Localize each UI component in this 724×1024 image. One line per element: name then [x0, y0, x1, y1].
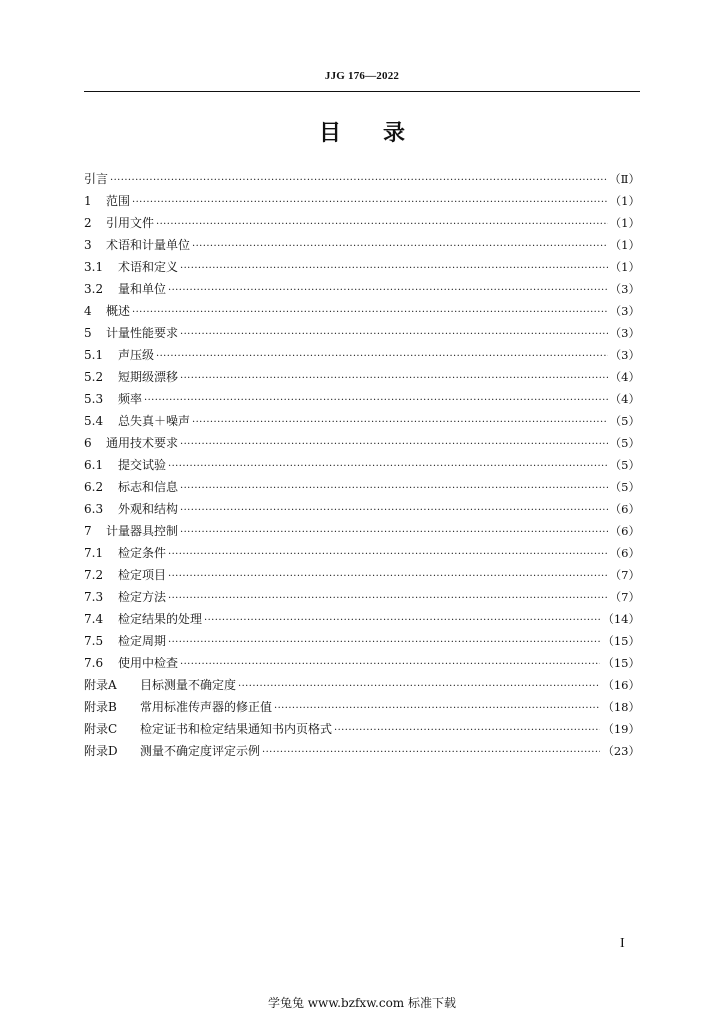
- toc-entry-label: 计量器具控制: [106, 524, 179, 538]
- toc-entry-label: 术语和定义: [118, 260, 179, 274]
- toc-entry[interactable]: [84, 740, 640, 762]
- toc-entry-label: 目标测量不确定度: [140, 678, 237, 692]
- toc-entry-number: 4: [84, 304, 92, 318]
- toc-entry[interactable]: [84, 322, 640, 344]
- toc-entry[interactable]: [84, 234, 640, 256]
- toc-entry-page: （16）: [602, 678, 640, 692]
- toc-entry-label: 概述: [106, 304, 131, 318]
- toc-entry-label: 通用技术要求: [106, 436, 179, 450]
- toc-entry-label: 术语和计量单位: [106, 238, 191, 252]
- toc-entry[interactable]: [84, 432, 640, 454]
- toc-entry-page: （14）: [602, 612, 640, 626]
- toc-leader-dots: [168, 566, 608, 588]
- toc-entry-number: 3.2: [84, 282, 104, 296]
- toc-leader-dots: [168, 456, 608, 478]
- toc-entry-label: 频率: [118, 392, 143, 406]
- toc-entry-label: 声压级: [118, 348, 155, 362]
- toc-leader-dots: [274, 698, 600, 720]
- toc-entry[interactable]: [84, 630, 640, 652]
- toc-leader-dots: [180, 522, 608, 544]
- toc-entry-label: 检定周期: [118, 634, 167, 648]
- toc-entry-number: 7.5: [84, 634, 104, 648]
- table-of-contents: [84, 168, 640, 762]
- toc-entry-number: 7: [84, 524, 92, 538]
- toc-entry-number: 附录B: [84, 700, 117, 714]
- toc-leader-dots: [168, 544, 608, 566]
- toc-entry-number: 2: [84, 216, 92, 230]
- toc-entry-number: 6.2: [84, 480, 104, 494]
- toc-entry-page: （4）: [609, 370, 640, 384]
- toc-leader-dots: [180, 500, 608, 522]
- toc-entry-label: 引言: [84, 172, 109, 186]
- toc-entry-page: （4）: [609, 392, 640, 406]
- toc-entry-number: 附录A: [84, 678, 117, 692]
- toc-leader-dots: [180, 258, 608, 280]
- toc-entry-page: （1）: [609, 238, 640, 252]
- toc-entry-number: 7.2: [84, 568, 104, 582]
- toc-leader-dots: [168, 588, 608, 610]
- toc-entry[interactable]: [84, 696, 640, 718]
- toc-entry-number: 5.3: [84, 392, 104, 406]
- toc-entry-label: 量和单位: [118, 282, 167, 296]
- toc-entry-label: 总失真＋噪声: [118, 414, 191, 428]
- toc-entry-number: 5.1: [84, 348, 104, 362]
- toc-entry-number: 7.6: [84, 656, 104, 670]
- toc-leader-dots: [180, 654, 600, 676]
- toc-leader-dots: [192, 236, 608, 258]
- header-rule: [84, 91, 640, 92]
- toc-leader-dots: [168, 280, 608, 302]
- toc-leader-dots: [180, 368, 608, 390]
- toc-entry[interactable]: [84, 344, 640, 366]
- toc-entry-page: （23）: [602, 744, 640, 758]
- toc-entry-label: 短期级漂移: [118, 370, 179, 384]
- toc-leader-dots: [132, 302, 608, 324]
- toc-entry-number: 6: [84, 436, 92, 450]
- toc-entry-label: 引用文件: [106, 216, 155, 230]
- toc-leader-dots: [262, 742, 600, 764]
- toc-entry-page: （3）: [609, 304, 640, 318]
- toc-entry-label: 范围: [106, 194, 131, 208]
- toc-entry-label: 外观和结构: [118, 502, 179, 516]
- toc-leader-dots: [110, 170, 607, 192]
- toc-entry-page: （1）: [609, 260, 640, 274]
- toc-entry-page: （15）: [602, 656, 640, 670]
- toc-entry-page: （15）: [602, 634, 640, 648]
- toc-entry[interactable]: [84, 410, 640, 432]
- toc-entry-label: 提交试验: [118, 458, 167, 472]
- toc-entry[interactable]: [84, 300, 640, 322]
- toc-entry-page: （3）: [609, 282, 640, 296]
- toc-entry-number: 3.1: [84, 260, 104, 274]
- toc-entry-page: （7）: [609, 590, 640, 604]
- toc-entry-page: （3）: [609, 348, 640, 362]
- toc-entry-page: （6）: [609, 546, 640, 560]
- toc-entry[interactable]: [84, 454, 640, 476]
- toc-entry-number: 3: [84, 238, 92, 252]
- toc-entry-page: （5）: [609, 480, 640, 494]
- toc-entry[interactable]: [84, 388, 640, 410]
- toc-entry[interactable]: [84, 718, 640, 740]
- toc-entry-page: （5）: [609, 414, 640, 428]
- toc-leader-dots: [132, 192, 608, 214]
- toc-leader-dots: [180, 434, 608, 456]
- toc-entry-page: （1）: [609, 216, 640, 230]
- toc-entry-page: （19）: [602, 722, 640, 736]
- toc-entry-number: 6.3: [84, 502, 104, 516]
- toc-entry[interactable]: [84, 608, 640, 630]
- toc-entry[interactable]: [84, 212, 640, 234]
- toc-leader-dots: [156, 214, 608, 236]
- document-code-header: JJG 176—2022: [324, 70, 400, 82]
- toc-leader-dots: [168, 632, 600, 654]
- toc-entry[interactable]: [84, 168, 640, 190]
- toc-title-right: 录: [383, 121, 406, 146]
- toc-entry-page: （6）: [609, 524, 640, 538]
- toc-entry[interactable]: [84, 190, 640, 212]
- page-number: I: [620, 936, 625, 951]
- toc-entry[interactable]: [84, 542, 640, 564]
- toc-entry[interactable]: [84, 366, 640, 388]
- toc-entry-label: 检定方法: [118, 590, 167, 604]
- toc-entry-page: （Ⅱ）: [609, 172, 640, 186]
- toc-entry-number: 附录D: [84, 744, 118, 758]
- toc-entry-number: 5: [84, 326, 92, 340]
- toc-leader-dots: [192, 412, 608, 434]
- toc-entry-number: 7.4: [84, 612, 104, 626]
- toc-entry-page: （1）: [609, 194, 640, 208]
- toc-entry-page: （6）: [609, 502, 640, 516]
- toc-entry-number: 6.1: [84, 458, 104, 472]
- toc-leader-dots: [334, 720, 600, 742]
- toc-entry-label: 检定证书和检定结果通知书内页格式: [140, 722, 333, 736]
- toc-entry-number: 7.3: [84, 590, 104, 604]
- toc-leader-dots: [144, 390, 608, 412]
- toc-leader-dots: [204, 610, 600, 632]
- toc-entry-number: 5.4: [84, 414, 104, 428]
- toc-entry-page: （5）: [609, 458, 640, 472]
- toc-entry-label: 常用标准传声器的修正值: [140, 700, 273, 714]
- toc-entry[interactable]: [84, 674, 640, 696]
- toc-entry-page: （7）: [609, 568, 640, 582]
- toc-leader-dots: [156, 346, 608, 368]
- toc-entry[interactable]: [84, 476, 640, 498]
- toc-entry-label: 标志和信息: [118, 480, 179, 494]
- toc-entry-label: 检定条件: [118, 546, 167, 560]
- toc-leader-dots: [238, 676, 600, 698]
- toc-entry-number: 1: [84, 194, 92, 208]
- toc-entry[interactable]: [84, 498, 640, 520]
- toc-entry[interactable]: [84, 256, 640, 278]
- toc-entry-label: 检定结果的处理: [118, 612, 203, 626]
- footer-watermark: 学兔兔 www.bzfxw.com 标准下载: [267, 996, 457, 1010]
- toc-entry[interactable]: [84, 586, 640, 608]
- toc-entry-number: 附录C: [84, 722, 118, 736]
- toc-entry-number: 5.2: [84, 370, 104, 384]
- toc-entry-label: 计量性能要求: [106, 326, 179, 340]
- toc-entry-label: 测量不确定度评定示例: [140, 744, 261, 758]
- toc-entry-label: 检定项目: [118, 568, 167, 582]
- toc-entry-number: 7.1: [84, 546, 104, 560]
- toc-leader-dots: [180, 478, 608, 500]
- toc-entry-page: （18）: [602, 700, 640, 714]
- toc-entry[interactable]: [84, 652, 640, 674]
- toc-entry-page: （3）: [609, 326, 640, 340]
- toc-entry-page: （5）: [609, 436, 640, 450]
- toc-entry-label: 使用中检查: [118, 656, 179, 670]
- toc-leader-dots: [180, 324, 608, 346]
- toc-title-left: 目: [318, 121, 341, 146]
- toc-title: [84, 116, 640, 147]
- toc-entry[interactable]: [84, 278, 640, 300]
- toc-entry[interactable]: [84, 564, 640, 586]
- toc-entry[interactable]: [84, 520, 640, 542]
